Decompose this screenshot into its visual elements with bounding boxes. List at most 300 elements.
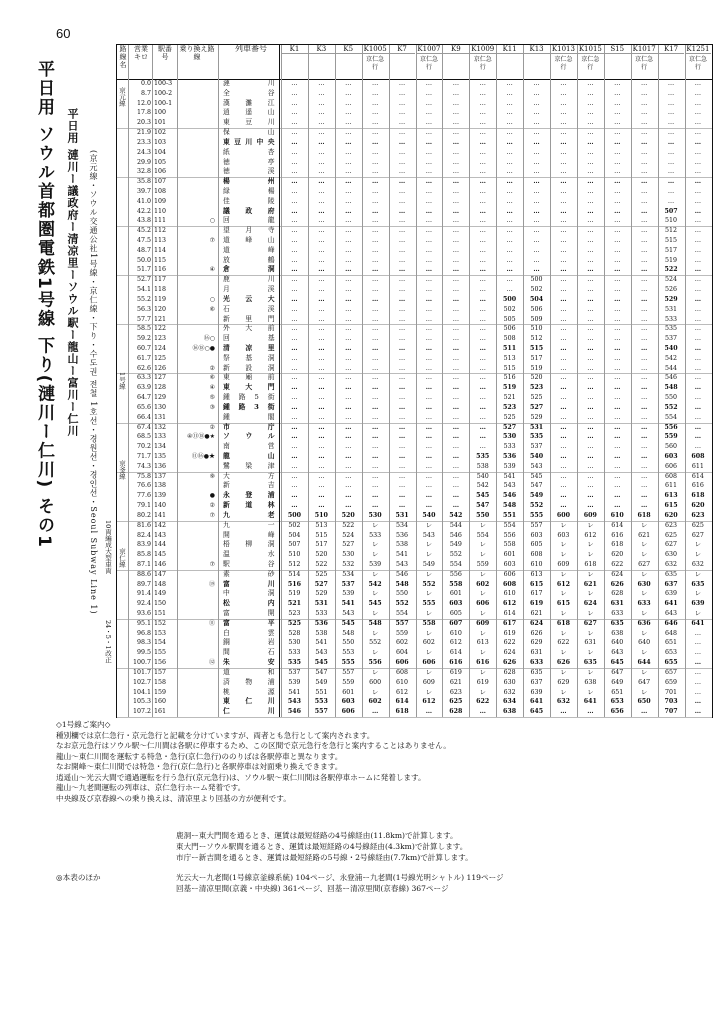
departure-time: 619 <box>476 678 489 686</box>
station-name[interactable]: 外大前 <box>223 324 275 333</box>
station-name[interactable]: 松内 <box>223 599 275 608</box>
departure-time: … <box>479 109 486 117</box>
departure-time: … <box>614 89 621 97</box>
departure-time: レ <box>479 541 486 549</box>
table-row <box>117 207 712 217</box>
station-number: 137 <box>154 472 167 480</box>
departure-time: … <box>614 433 621 441</box>
departure-time: … <box>614 394 621 402</box>
departure-time: 622 <box>476 698 490 706</box>
departure-time: 640 <box>611 639 624 647</box>
station-name[interactable]: 白雲 <box>223 628 275 637</box>
departure-time: … <box>479 403 486 411</box>
departure-time: … <box>371 246 379 254</box>
departure-time: … <box>398 325 406 333</box>
station-name[interactable]: 逍遥山 <box>223 108 275 117</box>
station-number: 148 <box>154 580 167 588</box>
table-row <box>117 226 712 236</box>
departure-time: … <box>291 502 298 510</box>
departure-time: … <box>587 708 594 716</box>
departure-time: レ <box>560 521 567 529</box>
departure-time: … <box>371 187 379 195</box>
departure-time: … <box>425 492 433 500</box>
station-name[interactable]: 鍾路5街 <box>223 393 275 402</box>
station-number: 104 <box>154 148 167 156</box>
departure-time: … <box>479 315 486 323</box>
departure-time: 500 <box>530 276 543 284</box>
station-name[interactable]: 東豆川中央 <box>223 137 275 146</box>
departure-time: … <box>452 443 459 451</box>
station-number: 108 <box>154 187 167 195</box>
station-name[interactable]: 市庁 <box>223 422 275 431</box>
station-name[interactable]: 放鶴 <box>223 255 275 264</box>
station-number: 100 <box>154 109 167 117</box>
station-km: 80.2 <box>136 511 151 519</box>
departure-time: … <box>506 197 513 205</box>
train-header <box>496 45 523 54</box>
note-line: 中央線及び京春線への乗り換えは、清凉里より回基の方が便利です。 <box>56 793 291 803</box>
departure-time: … <box>345 462 352 470</box>
transfer-marks: ⑯○ <box>203 335 215 343</box>
departure-time: 610 <box>449 629 462 637</box>
station-name[interactable]: 東大門 <box>223 383 275 392</box>
departure-time: 558 <box>449 580 463 588</box>
departure-time: … <box>560 305 567 313</box>
station-name[interactable]: 月渓 <box>223 285 275 294</box>
table-row <box>117 256 712 266</box>
departure-time: … <box>318 472 325 480</box>
station-name[interactable]: 銅岩 <box>223 638 275 647</box>
departure-time: 515 <box>315 531 328 539</box>
departure-time: 632 <box>503 688 516 696</box>
departure-time: … <box>506 217 513 225</box>
departure-time: … <box>452 462 459 470</box>
station-name[interactable]: 鹿川 <box>223 275 275 284</box>
departure-time: … <box>425 502 433 510</box>
express-label: 京仁急行 <box>366 56 385 71</box>
departure-time: 651 <box>611 688 624 696</box>
revision-note: 24・5・1改正 <box>104 620 112 663</box>
departure-time: 511 <box>503 345 517 352</box>
departure-time: … <box>345 276 352 284</box>
departure-time: 545 <box>476 492 490 500</box>
departure-time: … <box>694 325 702 333</box>
station-name[interactable]: 紙杏 <box>223 147 275 156</box>
transfer-marks: ④ <box>209 384 215 392</box>
departure-time: … <box>506 89 513 97</box>
departure-time: … <box>345 305 352 313</box>
departure-time: 629 <box>530 639 543 647</box>
other-table-ref[interactable]: 光云大ー九老間(1号線京釜線系統) 104ページ、永登浦ー九老間(1号線光明シャトル) 119ページ <box>176 873 504 882</box>
train-number: K1251 <box>686 45 710 53</box>
departure-time: … <box>587 158 594 166</box>
departure-time: … <box>452 256 459 264</box>
departure-time: … <box>291 237 298 245</box>
departure-time: … <box>587 394 594 402</box>
departure-time: … <box>291 335 298 343</box>
departure-time: 623 <box>665 521 678 529</box>
fare-note: 東大門ーソウル駅間を通るとき、運賃は最短経路の4号線経由(4.3km)で計算します。 <box>176 842 468 851</box>
station-name[interactable]: 東豆川 <box>223 118 275 127</box>
departure-time: レ <box>694 590 702 598</box>
departure-time: … <box>640 237 648 245</box>
departure-time: … <box>398 315 406 323</box>
departure-time: 608 <box>396 668 409 676</box>
departure-time: … <box>318 207 325 215</box>
departure-time: 630 <box>637 580 651 588</box>
station-km: 105.3 <box>132 698 151 706</box>
departure-time: 533 <box>503 443 516 451</box>
departure-time: … <box>318 276 325 284</box>
departure-time: 600 <box>556 511 571 519</box>
departure-time: … <box>587 148 594 156</box>
station-name[interactable]: 桃源 <box>223 687 275 696</box>
station-name[interactable]: 朱安 <box>223 658 275 667</box>
train-number: K1013 <box>551 45 575 53</box>
departure-time: … <box>560 295 567 303</box>
departure-time: … <box>587 286 594 294</box>
departure-time: 536 <box>396 531 409 539</box>
train-header <box>550 45 577 74</box>
station-name[interactable]: 九老 <box>223 510 275 519</box>
station-name[interactable]: 佳陵 <box>223 196 275 205</box>
station-number: 153 <box>154 629 167 637</box>
station-name[interactable]: 永登浦 <box>223 491 275 500</box>
station-km: 92.4 <box>136 600 151 608</box>
station-name[interactable]: 倉洞 <box>223 265 275 274</box>
departure-time: … <box>318 502 325 510</box>
table-row <box>117 531 712 541</box>
departure-time: 612 <box>449 639 462 647</box>
departure-time: 624 <box>503 649 516 657</box>
station-name[interactable]: 祭基洞 <box>223 353 275 362</box>
station-name[interactable]: 徳亭 <box>223 157 275 166</box>
departure-time: レ <box>587 541 594 549</box>
departure-time: … <box>533 207 540 215</box>
station-name[interactable]: 光云大 <box>223 294 275 303</box>
station-number: 128 <box>154 384 167 392</box>
train-number: K1015 <box>578 45 602 53</box>
departure-time: … <box>640 266 648 274</box>
departure-time: … <box>398 266 406 274</box>
departure-time: … <box>345 158 352 166</box>
departure-time: 645 <box>610 659 624 667</box>
departure-time: … <box>694 345 702 352</box>
station-km: 96.8 <box>136 629 151 637</box>
station-name[interactable]: 駅谷 <box>223 559 275 568</box>
departure-time: … <box>587 237 594 245</box>
transfer-marks: ⑦ <box>209 560 215 568</box>
departure-time: 606 <box>395 659 409 667</box>
departure-time: 614 <box>449 649 462 657</box>
departure-time: 631 <box>530 649 543 657</box>
departure-time: … <box>614 325 621 333</box>
departure-time: … <box>291 187 298 195</box>
station-name[interactable]: 南営 <box>223 442 275 451</box>
departure-time: … <box>479 99 486 107</box>
departure-time: … <box>694 639 702 647</box>
departure-time: … <box>345 345 352 352</box>
station-number: 136 <box>154 462 167 470</box>
train-header <box>685 45 712 74</box>
station-name[interactable]: 道峰山 <box>223 236 275 245</box>
departure-time: 603 <box>503 560 516 568</box>
station-name[interactable]: 全谷 <box>223 88 275 97</box>
departure-time: 638 <box>611 629 624 637</box>
departure-time: 551 <box>315 688 328 696</box>
station-name[interactable]: 道和 <box>223 667 275 676</box>
departure-time: … <box>533 217 540 225</box>
departure-time: 609 <box>583 511 597 519</box>
departure-time: … <box>291 462 298 470</box>
departure-time: … <box>318 315 325 323</box>
station-name[interactable]: 漣川 <box>223 79 275 87</box>
departure-time: 618 <box>584 560 597 568</box>
departure-time: 549 <box>529 492 544 500</box>
station-number: 157 <box>154 668 167 676</box>
departure-time: … <box>345 443 352 451</box>
departure-time: … <box>506 129 513 137</box>
departure-time: … <box>587 168 594 176</box>
transfer-marks: ⑦ <box>209 237 215 245</box>
station-name[interactable]: 温水 <box>223 550 275 559</box>
departure-time: 541 <box>396 551 409 559</box>
departure-time: … <box>667 129 675 137</box>
departure-time: … <box>479 138 486 146</box>
station-name[interactable]: 梧柳洞 <box>223 540 275 549</box>
station-km: 91.4 <box>136 590 151 598</box>
departure-time: … <box>640 138 648 146</box>
station-name[interactable]: 大方 <box>223 471 275 480</box>
departure-time: 641 <box>691 619 705 627</box>
departure-time: 554 <box>665 413 678 421</box>
station-name[interactable]: 東仁川 <box>223 697 275 706</box>
departure-time: … <box>506 286 513 294</box>
station-name[interactable]: 新吉 <box>223 481 275 490</box>
departure-time: 531 <box>314 600 328 608</box>
departure-time: … <box>425 246 433 254</box>
departure-time: … <box>345 227 352 235</box>
station-km: 41.0 <box>136 197 151 205</box>
departure-time: … <box>345 413 352 421</box>
station-name[interactable]: 新道林 <box>223 501 275 510</box>
departure-time: … <box>640 276 648 284</box>
departure-time: … <box>452 354 459 362</box>
station-name[interactable]: 富平 <box>223 618 275 627</box>
station-km: 82.4 <box>136 531 151 539</box>
transfer-marks: ○ <box>209 295 215 303</box>
station-name[interactable]: 富開 <box>223 609 275 618</box>
station-name[interactable]: 議政府 <box>223 206 275 215</box>
station-name[interactable]: ソウル <box>223 432 275 441</box>
departure-time: 513 <box>503 354 516 362</box>
station-number: 106 <box>154 168 167 176</box>
departure-time: 546 <box>665 374 678 382</box>
transfer-marks: ⑤ <box>209 394 215 402</box>
table-row <box>117 599 712 609</box>
station-name[interactable]: 済物浦 <box>223 677 275 686</box>
departure-time: … <box>506 266 513 274</box>
station-name[interactable]: 素砂 <box>223 569 275 578</box>
station-km: 63.3 <box>136 374 151 382</box>
departure-time: … <box>318 374 325 382</box>
station-name[interactable]: 九一 <box>223 520 275 529</box>
departure-time: … <box>452 119 459 127</box>
departure-time: … <box>452 394 459 402</box>
departure-time: 632 <box>556 698 571 706</box>
station-name[interactable]: 道峰 <box>223 245 275 254</box>
station-number: 152 <box>154 619 167 627</box>
departure-time: 612 <box>556 580 571 588</box>
station-name[interactable]: 龍山 <box>223 451 275 460</box>
station-name[interactable]: 徳渓 <box>223 167 275 176</box>
station-name[interactable]: 仁川 <box>223 707 275 716</box>
departure-time: … <box>345 178 352 186</box>
table-row <box>117 275 712 285</box>
departure-time: … <box>371 256 379 264</box>
departure-time: … <box>587 423 594 431</box>
station-name[interactable]: 新里門 <box>223 314 275 323</box>
station-km: 8.7 <box>140 89 151 97</box>
departure-time: … <box>345 197 352 205</box>
departure-time: 639 <box>530 688 543 696</box>
station-number: 114 <box>154 246 167 254</box>
departure-time: 625 <box>691 521 704 529</box>
timetable-body <box>117 79 712 717</box>
station-number: 122 <box>154 325 167 333</box>
departure-time: … <box>614 305 621 313</box>
departure-time: 516 <box>503 374 516 382</box>
departure-time: … <box>640 315 648 323</box>
departure-time: … <box>560 364 567 372</box>
station-name[interactable]: 楊州 <box>223 177 275 186</box>
transfer-marks: ③ <box>209 403 215 411</box>
departure-time: … <box>640 168 648 176</box>
station-name[interactable]: 緑楊 <box>223 186 275 195</box>
station-name[interactable]: 漢灘江 <box>223 98 275 107</box>
departure-time: … <box>398 178 406 186</box>
departure-time: レ <box>425 649 433 657</box>
station-name[interactable]: 鷺梁津 <box>223 461 275 470</box>
departure-time: … <box>291 413 298 421</box>
departure-time: … <box>479 394 486 402</box>
departure-time: … <box>371 335 379 343</box>
table-row <box>117 491 712 501</box>
departure-time: … <box>694 217 702 225</box>
station-km: 50.0 <box>136 256 151 264</box>
station-km: 23.3 <box>136 138 151 146</box>
station-number: 141 <box>154 511 167 519</box>
station-name[interactable]: 石渓 <box>223 304 275 313</box>
departure-time: … <box>587 492 594 500</box>
station-km: 95.1 <box>136 619 151 627</box>
departure-time: 537 <box>665 335 678 343</box>
departure-time: 611 <box>691 462 704 470</box>
departure-time: 540 <box>422 511 436 519</box>
station-km: 89.7 <box>136 580 151 588</box>
table-row <box>117 589 712 599</box>
departure-time: … <box>614 109 621 117</box>
station-name[interactable]: 保山 <box>223 128 275 137</box>
transfer-marks: ⑪⑯●★ <box>191 452 215 460</box>
departure-time: … <box>694 237 702 245</box>
station-name[interactable]: 望月寺 <box>223 226 275 235</box>
departure-time: … <box>560 286 567 294</box>
departure-time: 657 <box>665 668 678 676</box>
departure-time: … <box>425 99 433 107</box>
station-name[interactable]: 鍾路3街 <box>223 402 275 411</box>
departure-time: … <box>318 187 325 195</box>
departure-time: … <box>345 394 352 402</box>
departure-time: … <box>479 413 486 421</box>
departure-time: 512 <box>665 227 678 235</box>
train-number: K1005 <box>363 45 387 53</box>
station-km: 75.8 <box>136 472 151 480</box>
station-name[interactable]: 回基 <box>223 334 275 343</box>
other-table-ref[interactable]: 回基ー清凉里間(京義・中央線) 361ページ、回基ー清凉里間(京春線) 367ページ <box>176 884 449 893</box>
station-name[interactable]: 間石 <box>223 648 275 657</box>
departure-time: … <box>560 482 567 490</box>
table-row <box>117 432 712 442</box>
departure-time: … <box>371 492 379 500</box>
station-name[interactable]: 東廟前 <box>223 373 275 382</box>
departure-time: … <box>640 413 648 421</box>
departure-time: 653 <box>610 698 624 706</box>
departure-time: … <box>425 403 433 411</box>
table-row <box>117 89 712 99</box>
departure-time: 641 <box>664 600 678 608</box>
departure-time: 521 <box>287 600 302 608</box>
departure-time: … <box>560 502 567 510</box>
station-name[interactable]: 富川 <box>223 579 275 588</box>
departure-time: … <box>560 207 567 215</box>
station-name[interactable]: 清凉里 <box>223 344 275 352</box>
departure-time: … <box>291 482 298 490</box>
departure-time: … <box>345 207 352 215</box>
station-name[interactable]: 回龍 <box>223 216 275 225</box>
departure-time: … <box>398 99 406 107</box>
departure-time: … <box>560 148 567 156</box>
departure-time: 645 <box>529 708 544 716</box>
departure-time: … <box>425 335 433 343</box>
departure-time: レ <box>560 649 567 657</box>
departure-time: … <box>452 482 459 490</box>
departure-time: 538 <box>315 629 328 637</box>
train-number: K13 <box>523 45 550 54</box>
departure-time: 519 <box>503 384 517 392</box>
station-name[interactable]: 開峰 <box>223 530 275 539</box>
departure-time: … <box>560 276 567 284</box>
station-name[interactable]: 鍾閣 <box>223 412 275 421</box>
station-name[interactable]: 新設洞 <box>223 363 275 372</box>
departure-time: … <box>614 354 621 362</box>
departure-time: 634 <box>503 698 517 706</box>
departure-time: レ <box>587 521 594 529</box>
fare-notes <box>176 830 473 863</box>
departure-time: … <box>560 443 567 451</box>
departure-time: 623 <box>449 688 462 696</box>
station-name[interactable]: 中洞 <box>223 589 275 598</box>
station-km: 17.8 <box>136 109 151 117</box>
departure-time: … <box>452 276 459 284</box>
departure-time: … <box>479 129 486 137</box>
departure-time: 650 <box>637 698 651 706</box>
departure-time: … <box>667 178 675 186</box>
departure-time: … <box>640 345 648 352</box>
departure-time: レ <box>587 688 594 696</box>
departure-time: … <box>345 325 352 333</box>
departure-time: … <box>667 99 675 107</box>
